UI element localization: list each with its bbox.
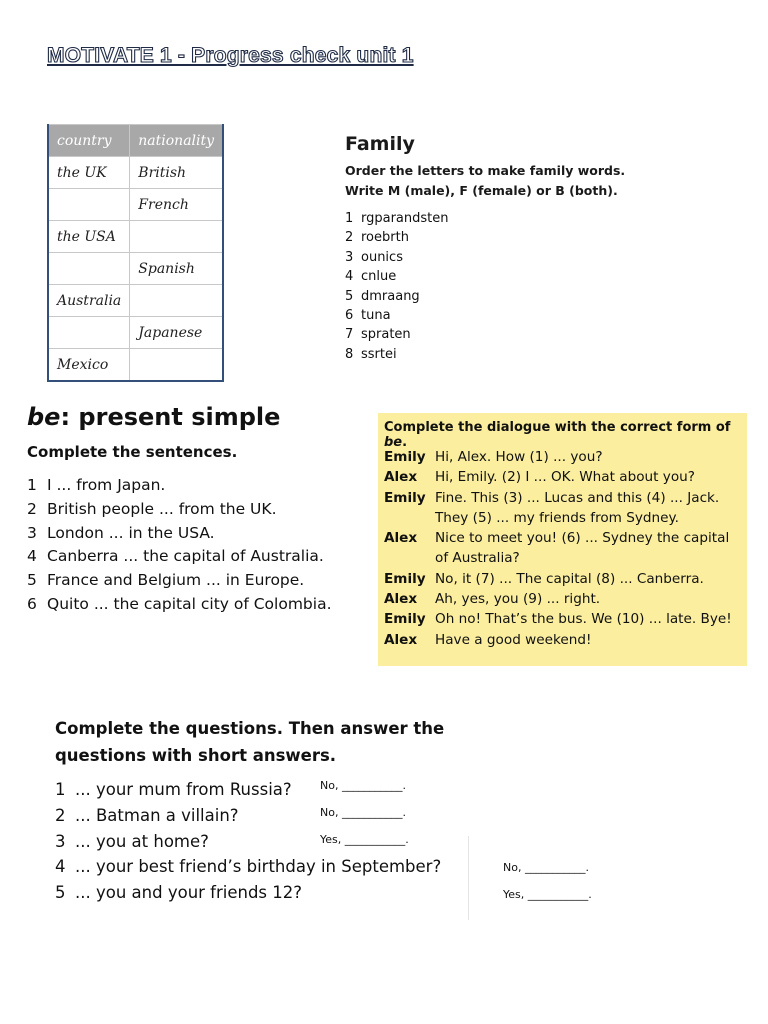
item-number: 7 [345, 327, 354, 343]
item-number: 6 [345, 308, 354, 324]
item-number: 3 [345, 249, 354, 265]
dialogue-line [384, 467, 744, 487]
scrambled-word: roebrth [361, 230, 409, 246]
question-text: ... your best friend’s birthday in September? [75, 857, 442, 877]
country-cell [48, 189, 130, 221]
question-text: ... you and your friends 12? [75, 883, 303, 903]
speaker-name: Alex [384, 631, 418, 648]
dialogue-line [384, 528, 744, 569]
be-sentence-list [27, 474, 332, 617]
nationality-cell: French [130, 189, 223, 221]
family-instruction: Order the letters to make family words. [345, 163, 626, 178]
dialogue-line [384, 630, 744, 650]
instruction-end: . [402, 435, 408, 450]
country-cell: Mexico [48, 349, 130, 382]
scrambled-word: ssrtei [361, 346, 397, 362]
speaker-name: Alex [384, 591, 418, 608]
dialogue-line [384, 569, 744, 589]
column-header-country: country [48, 125, 130, 157]
page-title: MOTIVATE 1 - Progress check unit 1 [47, 44, 414, 67]
line-text: Have a good weekend! [435, 631, 592, 648]
speaker-name: Alex [384, 530, 418, 547]
list-item [345, 306, 449, 325]
country-cell: the UK [48, 157, 130, 189]
line-text: Ah, yes, you (9) ... right. [435, 591, 601, 608]
table-row [48, 189, 223, 221]
be-instruction: Complete the sentences. [27, 443, 238, 461]
question-text: ... your mum from Russia? [75, 780, 292, 799]
nationality-cell [130, 285, 223, 317]
scrambled-word: rgparandsten [361, 211, 449, 226]
table-header-row [48, 125, 223, 157]
item-number: 4 [55, 857, 66, 877]
scrambled-word: dmraang [361, 288, 420, 304]
question-text: ... you at home? [75, 831, 209, 851]
line-text: Fine. This (3) ... Lucas and this (4) ... Jack. They (5) ... my friends from Sydney. [435, 489, 720, 526]
list-item [27, 498, 332, 522]
item-number: 5 [27, 571, 37, 590]
short-answer-blank: No, ___________. [320, 806, 406, 819]
list-item [55, 854, 441, 880]
family-word-list [345, 209, 449, 364]
family-instruction: Write M (male), F (female) or B (both). [345, 183, 618, 198]
list-item [27, 569, 332, 593]
list-item [345, 267, 449, 286]
list-item [345, 248, 449, 267]
sentence-text: London ... in the USA. [47, 523, 215, 542]
list-item [27, 474, 332, 498]
speaker-name: Emily [384, 570, 426, 587]
nationality-cell: Spanish [130, 253, 223, 285]
table-row [48, 317, 223, 349]
dialogue-lines [384, 447, 744, 650]
heading-rest: : present simple [60, 403, 281, 431]
item-number: 2 [345, 230, 354, 246]
line-text: Oh no! That’s the bus. We (10) ... late. Bye! [435, 611, 732, 628]
dialogue-box [378, 413, 747, 666]
dialogue-line [384, 488, 744, 529]
dialogue-line [384, 609, 744, 629]
country-cell: the USA [48, 221, 130, 253]
dialogue-instruction [384, 420, 747, 450]
list-item [27, 593, 332, 617]
item-number: 3 [55, 831, 66, 851]
item-number: 1 [345, 211, 354, 226]
country-cell [48, 253, 130, 285]
list-item [345, 209, 449, 228]
family-heading: Family [345, 133, 415, 155]
item-number: 3 [27, 523, 37, 542]
scrambled-word: cnlue [361, 269, 397, 285]
nationality-cell: Japanese [130, 317, 223, 349]
line-text: Nice to meet you! (6) ... Sydney the capital of Australia? [435, 530, 730, 567]
sentence-text: British people ... from the UK. [47, 499, 277, 518]
item-number: 1 [27, 476, 37, 494]
item-number: 4 [345, 269, 354, 285]
speaker-name: Emily [384, 611, 426, 628]
list-item [345, 345, 449, 364]
sentence-text: France and Belgium ... in Europe. [47, 571, 305, 590]
list-item [345, 228, 449, 247]
column-header-nationality: nationality [130, 125, 223, 157]
table-row [48, 253, 223, 285]
short-answer-blank: No, ___________. [503, 861, 589, 874]
list-item [345, 325, 449, 344]
sentence-text: Quito ... the capital city of Colombia. [47, 594, 332, 613]
sentence-text: I ... from Japan. [47, 476, 166, 494]
country-nationality-table [47, 124, 224, 382]
line-text: No, it (7) ... The capital (8) ... Canberra. [435, 570, 704, 587]
list-item [27, 545, 332, 569]
item-number: 2 [27, 499, 37, 518]
table-row [48, 285, 223, 317]
sentence-text: Canberra ... the capital of Australia. [47, 547, 324, 566]
table-row [48, 221, 223, 253]
nationality-cell [130, 221, 223, 253]
item-number: 5 [55, 883, 66, 903]
item-number: 6 [27, 594, 37, 613]
instruction-main: Complete the dialogue with the correct form of [384, 420, 731, 435]
dialogue-line [384, 589, 744, 609]
item-number: 1 [55, 780, 66, 799]
instruction-italic: be [384, 435, 403, 450]
heading-italic-be: be [27, 403, 61, 431]
scrambled-word: ounics [361, 249, 403, 265]
be-present-simple-heading [27, 403, 280, 431]
scrambled-word: spraten [361, 327, 411, 343]
question-text: ... Batman a villain? [75, 805, 239, 825]
country-cell: Australia [48, 285, 130, 317]
divider-line [468, 836, 469, 920]
list-item [55, 880, 441, 906]
scrambled-word: tuna [361, 308, 391, 324]
short-answer-blank: Yes, ___________. [503, 888, 592, 901]
table-row [48, 157, 223, 189]
questions-instruction: Complete the questions. Then answer the questions with short answers. [55, 719, 445, 765]
item-number: 8 [345, 346, 354, 362]
item-number: 2 [55, 805, 66, 825]
item-number: 4 [27, 547, 37, 566]
list-item [27, 522, 332, 546]
table-row [48, 349, 223, 382]
short-answer-blank: No, ___________. [320, 779, 406, 792]
line-text: Hi, Alex. How (1) ... you? [435, 449, 603, 465]
list-item [345, 287, 449, 306]
speaker-name: Alex [384, 469, 418, 486]
item-number: 5 [345, 288, 354, 304]
speaker-name: Emily [384, 449, 426, 465]
line-text: Hi, Emily. (2) I ... OK. What about you? [435, 469, 695, 486]
nationality-cell [130, 349, 223, 382]
country-cell [48, 317, 130, 349]
short-answer-blank: Yes, ___________. [320, 833, 409, 846]
speaker-name: Emily [384, 489, 426, 506]
dialogue-line [384, 447, 744, 467]
nationality-cell: British [130, 157, 223, 189]
